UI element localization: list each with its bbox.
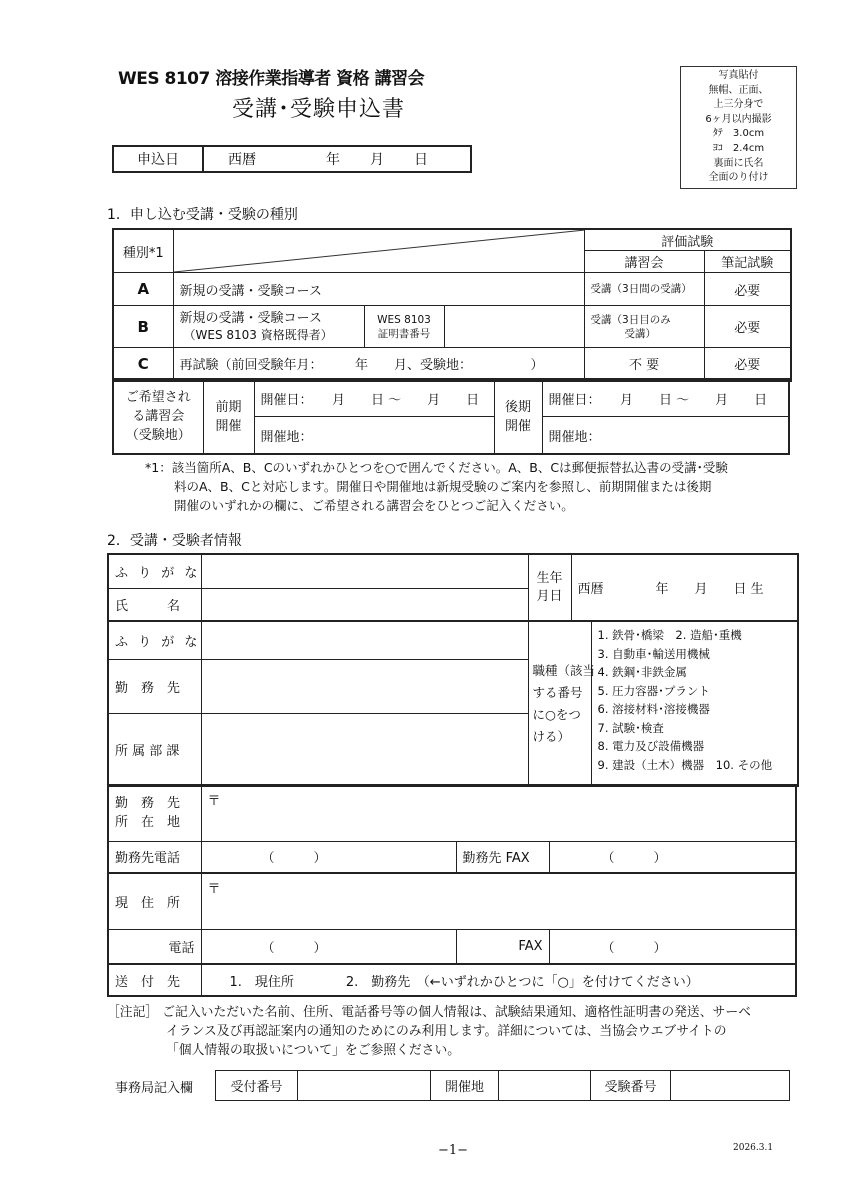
cert-label: WES 8103 証明書番号: [364, 306, 444, 348]
second-term-date-field[interactable]: 開催日： 月 日 ～ 月 日: [542, 379, 789, 417]
furigana-label: ふ り が な: [108, 554, 201, 588]
footnote: *1：該当箇所A、B、Cのいずれかひとつを○で囲んでください。A、B、Cは郵便振替払込書の受講･受験 料のA、B、Cと対応します。開催日や開催地は新規受験のご案内を参照し、前期開催または後期 開催のいずれかの欄に、ご希望される講習会をひとつご記入ください。: [145, 460, 728, 513]
lecture-value: 受講（3日間の受講）: [584, 273, 704, 306]
name-label: 氏 名: [108, 588, 201, 621]
diagonal-cell: [173, 229, 584, 273]
company-label: 勤 務 先: [108, 659, 201, 713]
company-address-field[interactable]: 〒: [201, 785, 796, 841]
furigana-field[interactable]: [201, 554, 528, 588]
form-subtitle: 受講･受験申込書: [232, 97, 406, 122]
type-header: 種別*1: [113, 229, 173, 273]
applicant-info-table: [107, 553, 799, 787]
photo-box: 写真貼付 無帽、正面、 上三分身で 6ヶ月以内撮影 ﾀﾃ 3.0cm ﾖｺ 2.4cm 裏面に氏名 全面のり付け: [680, 66, 797, 189]
exam-number-label: 受験番号: [591, 1071, 671, 1101]
send-to-options[interactable]: 1. 現住所 2. 勤務先 （←いずれかひとつに「○」を付けてください）: [201, 964, 796, 996]
department-label: 所 属 部 課: [108, 713, 201, 786]
lecture-value: 受講（3日目のみ 受講）: [584, 306, 704, 348]
lecture-value: 不 要: [584, 348, 704, 381]
diagonal-line: [174, 230, 585, 272]
company-furigana-field[interactable]: [201, 621, 528, 659]
office-use-table: [215, 1070, 790, 1101]
venue-field[interactable]: [499, 1071, 591, 1101]
written-value: 必要: [704, 348, 791, 381]
table-row: [113, 306, 791, 348]
cert-number-field[interactable]: [444, 306, 584, 348]
page-number: −1−: [438, 1143, 469, 1158]
table-row: [113, 273, 791, 306]
company-field[interactable]: [201, 659, 528, 713]
contact-table: [107, 784, 797, 997]
application-date-label: 申込日: [113, 146, 203, 172]
home-address-label: 現 住 所: [108, 873, 201, 929]
tel-label: 電話: [108, 929, 201, 964]
type-code[interactable]: C: [113, 348, 173, 381]
table-row: [113, 348, 791, 381]
company-tel-label: 勤務先電話: [108, 841, 201, 873]
tel-field[interactable]: （ ）: [201, 929, 456, 964]
section2-heading: 2．受講・受験者情報: [107, 533, 242, 549]
application-date-field[interactable]: 西暦 年 月 日: [203, 146, 471, 172]
birth-date-field[interactable]: 西暦 年 月 日 生: [571, 554, 798, 621]
type-code[interactable]: B: [113, 306, 173, 348]
revision-date: 2026.3.1: [733, 1143, 774, 1153]
privacy-note: ［注記］ ご記入いただいた名前、住所、電話番号等の個人情報は、試験結果通知、適格性証明書の発送、サーベ イランス及び再認証案内の通知のためにのみ利用します。詳細については、当協会ウエブサイトの 「個人情報の取扱いについて」をご参照ください。: [107, 1005, 751, 1058]
home-address-field[interactable]: 〒: [201, 873, 796, 929]
written-value: 必要: [704, 273, 791, 306]
first-term-label: 前期 開催: [203, 379, 254, 454]
section1-heading: 1．申し込む受講・受験の種別: [107, 207, 298, 223]
fax-field[interactable]: （ ）: [549, 929, 796, 964]
written-header: 筆記試験: [704, 251, 791, 273]
written-value: 必要: [704, 306, 791, 348]
company-address-label: 勤 務 先 所 在 地: [108, 785, 201, 841]
type-desc: 新規の受講・受験コース （WES 8103 資格既得者）: [173, 306, 364, 348]
venue-table: [112, 378, 790, 455]
type-code[interactable]: A: [113, 273, 173, 306]
exam-number-field[interactable]: [671, 1071, 790, 1101]
first-term-place-field[interactable]: 開催地：: [254, 417, 494, 455]
type-desc[interactable]: 再試験（前回受験年月： 年 月、受験地： ）: [173, 348, 584, 381]
company-furigana-label: ふ り が な: [108, 621, 201, 659]
form-title: WES 8107 溶接作業指導者 資格 講習会: [118, 69, 425, 89]
office-use-label: 事務局記入欄: [115, 1081, 194, 1096]
department-field[interactable]: [201, 713, 528, 786]
fax-label: FAX: [456, 929, 549, 964]
venue-label: ご希望され る講習会 （受験地）: [113, 379, 203, 454]
company-fax-label: 勤務先 FAX: [456, 841, 549, 873]
receipt-number-label: 受付番号: [216, 1071, 298, 1101]
send-to-label: 送 付 先: [108, 964, 201, 996]
company-tel-field[interactable]: （ ）: [201, 841, 456, 873]
job-type-options[interactable]: 1. 鉄骨･橋梁 2. 造船･重機 3. 自動車･輸送用機械 4. 鉄鋼･非鉄金属 5. 圧力容器･プラント 6. 溶接材料･溶接機器 7. 試験･検査 8. 電力及び設備機器 9. 建設（土木）機器 10. その他: [591, 621, 798, 786]
venue-label: 開催地: [431, 1071, 499, 1101]
birth-label: 生年 月日: [528, 554, 571, 621]
course-type-table: [112, 228, 792, 382]
lecture-header: 講習会: [584, 251, 704, 273]
second-term-label: 後期 開催: [494, 379, 542, 454]
first-term-date-field[interactable]: 開催日： 月 日 ～ 月 日: [254, 379, 494, 417]
eval-header: 評価試験: [584, 229, 791, 251]
name-field[interactable]: [201, 588, 528, 621]
application-date-table: [112, 145, 472, 173]
type-desc: 新規の受講・受験コース: [173, 273, 584, 306]
second-term-place-field[interactable]: 開催地：: [542, 417, 789, 455]
job-type-label: 職種（該当 する番号 に○をつ ける）: [528, 621, 591, 786]
company-fax-field[interactable]: （ ）: [549, 841, 796, 873]
receipt-number-field[interactable]: [298, 1071, 431, 1101]
